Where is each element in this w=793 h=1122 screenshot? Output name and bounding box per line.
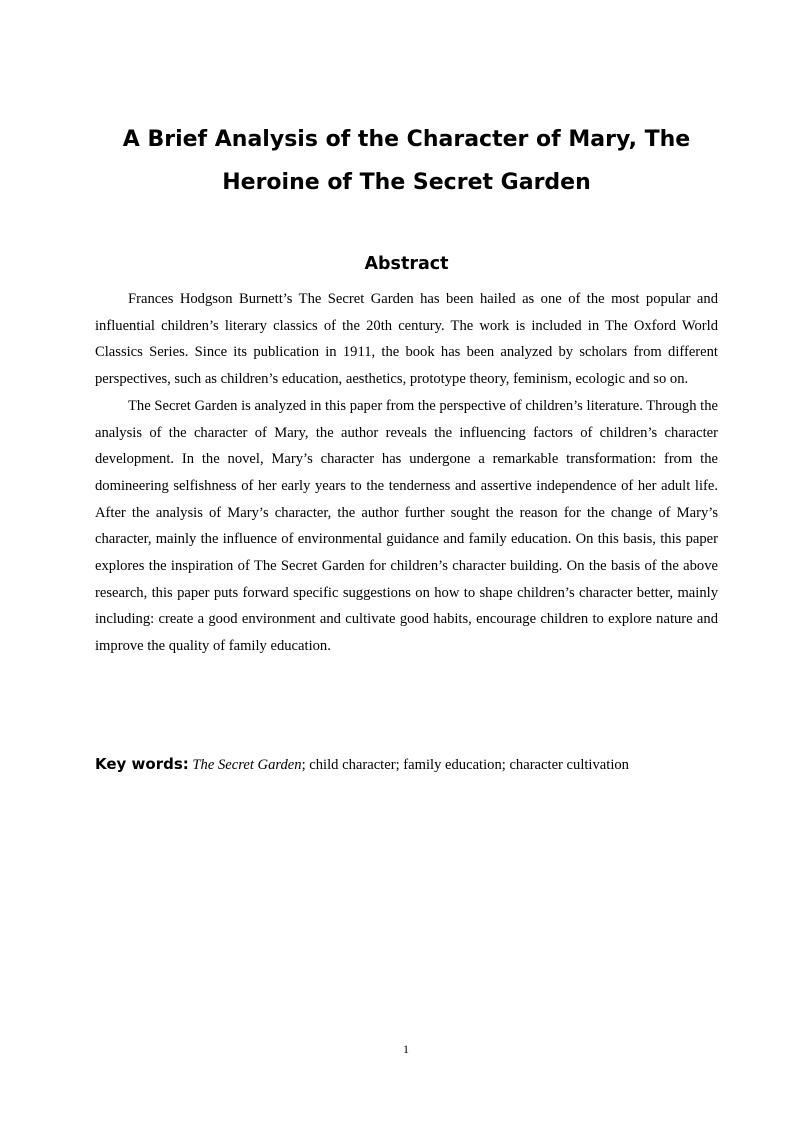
title-line-2: Heroine of The Secret Garden (222, 170, 591, 195)
abstract-paragraph-2: The Secret Garden is analyzed in this paper from the perspective of children’s literature. Through the analysis of the character of Mary, the author reveals the influencing factors of children’s character development. In the novel, Mary’s character has undergone a remarkable transformation: from the domineering selfishness of her early years to the tenderness and assertive independence of her adult life. After the analysis of Mary’s character, the author further sought the reason for the change of Mary’s character, mainly the influence of environmental guidance and family education. On this basis, this paper explores the inspiration of The Secret Garden for children’s character building. On the basis of the above research, this paper puts forward specific suggestions on how to shape children’s character better, mainly including: create a good environment and cultivate good habits, encourage children to explore nature and improve the quality of family education. (95, 397, 718, 655)
keywords-line (95, 751, 735, 778)
keywords-italic-term: The Secret Garden (192, 757, 302, 773)
abstract-paragraph-1: Frances Hodgson Burnett’s The Secret Garden has been hailed as one of the most popular and influential children’s literary classics of the 20th century. The work is included in The Oxford World Classics Series. Since its publication in 1911, the book has been analyzed by scholars from different perspectives, such as children’s education, aesthetics, prototype theory, feminism, ecologic and so on. (95, 291, 718, 388)
page-number: 1 (403, 1042, 409, 1056)
title-line-1: A Brief Analysis of the Character of Mary, The (122, 127, 691, 152)
keywords-rest: ; child character; family education; character cultivation (301, 757, 629, 773)
abstract-body (95, 286, 718, 660)
document-title (90, 118, 723, 204)
abstract-heading: Abstract (364, 254, 449, 274)
keywords-label: Key words: (95, 755, 189, 773)
